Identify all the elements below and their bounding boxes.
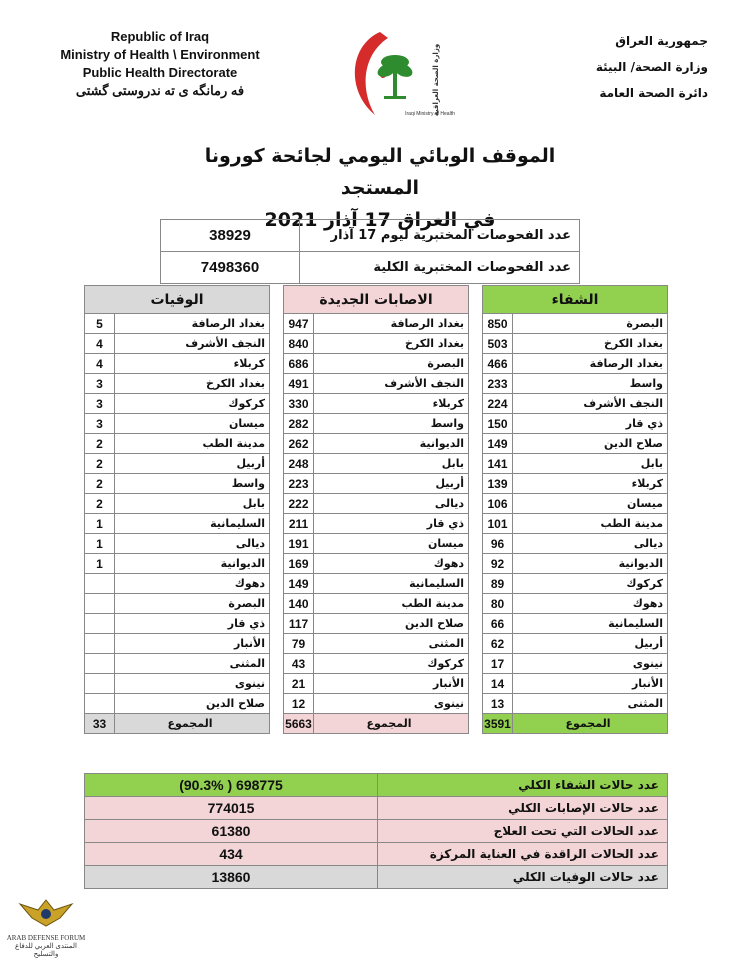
region-row: [483, 654, 668, 674]
header-right-line: جمهورية العراق: [615, 34, 708, 48]
region-value: 850: [483, 314, 513, 334]
national-total-row: [85, 774, 668, 797]
region-name: النجف الأشرف: [513, 394, 668, 414]
region-value: 140: [284, 594, 314, 614]
region-name: نينوى: [115, 674, 270, 694]
region-row: [85, 534, 270, 554]
region-name: أربيل: [314, 474, 469, 494]
region-value: [85, 694, 115, 714]
region-row: [85, 314, 270, 334]
region-value: 222: [284, 494, 314, 514]
region-row: [284, 694, 469, 714]
region-name: الديوانية: [314, 434, 469, 454]
title-line-2: في العراق 17 آذار 2021: [264, 209, 496, 231]
region-value: 1: [85, 554, 115, 574]
region-name: ديالى: [513, 534, 668, 554]
region-value: 96: [483, 534, 513, 554]
region-name: الديوانية: [115, 554, 270, 574]
new-cases-table: [283, 285, 469, 734]
region-value: 4: [85, 354, 115, 374]
region-value: 211: [284, 514, 314, 534]
region-value: 248: [284, 454, 314, 474]
region-value: [85, 654, 115, 674]
region-row: [483, 694, 668, 714]
region-name: السليمانية: [115, 514, 270, 534]
region-row: [284, 474, 469, 494]
region-row: [483, 514, 668, 534]
region-name: النجف الأشرف: [115, 334, 270, 354]
total-row: [483, 714, 668, 734]
region-value: 66: [483, 614, 513, 634]
national-total-value: 13860: [85, 866, 378, 889]
region-value: 139: [483, 474, 513, 494]
region-name: ذي قار: [513, 414, 668, 434]
region-name: بابل: [513, 454, 668, 474]
region-row: [85, 694, 270, 714]
region-value: 2: [85, 494, 115, 514]
region-row: [483, 354, 668, 374]
region-name: صلاح الدين: [314, 614, 469, 634]
national-total-label: عدد الحالات التي تحت العلاج: [378, 820, 668, 843]
region-name: بغداد الرصافة: [115, 314, 270, 334]
national-total-label: عدد الحالات الراقدة في العناية المركزة: [378, 843, 668, 866]
national-total-row: [85, 866, 668, 889]
region-row: [85, 474, 270, 494]
region-name: بابل: [115, 494, 270, 514]
region-row: [284, 434, 469, 454]
region-name: واسط: [314, 414, 469, 434]
region-value: 80: [483, 594, 513, 614]
region-name: بابل: [314, 454, 469, 474]
region-name: نينوى: [314, 694, 469, 714]
region-value: [85, 574, 115, 594]
region-value: 491: [284, 374, 314, 394]
total-value: 33: [85, 714, 115, 734]
region-name: المثنى: [115, 654, 270, 674]
deaths-header-row: [85, 286, 270, 314]
region-name: أربيل: [513, 634, 668, 654]
region-name: مدينة الطب: [314, 594, 469, 614]
header-right-line: وزارة الصحة/ البيئة: [595, 60, 708, 74]
region-row: [284, 454, 469, 474]
region-name: المثنى: [314, 634, 469, 654]
region-value: 13: [483, 694, 513, 714]
region-value: 2: [85, 434, 115, 454]
region-name: ميسان: [115, 414, 270, 434]
region-value: 106: [483, 494, 513, 514]
region-value: 141: [483, 454, 513, 474]
region-name: السليمانية: [314, 574, 469, 594]
region-value: 3: [85, 394, 115, 414]
region-row: [284, 674, 469, 694]
region-name: النجف الأشرف: [314, 374, 469, 394]
region-value: [85, 594, 115, 614]
region-row: [483, 414, 668, 434]
lab-tests-label: عدد الفحوصات المختبرية الكلية: [300, 252, 580, 284]
region-name: مدينة الطب: [115, 434, 270, 454]
region-name: صلاح الدين: [513, 434, 668, 454]
region-row: [85, 494, 270, 514]
region-row: [284, 494, 469, 514]
region-value: 149: [284, 574, 314, 594]
title-line-1: الموقف الوبائي اليومي لجائحة كورونا المستجد: [204, 145, 556, 199]
eagle-emblem-icon: [16, 896, 76, 930]
region-value: 262: [284, 434, 314, 454]
region-row: [284, 374, 469, 394]
national-total-label: عدد حالات الشفاء الكلي: [378, 774, 668, 797]
region-name: كركوك: [314, 654, 469, 674]
region-name: السليمانية: [513, 614, 668, 634]
region-name: الأنبار: [115, 634, 270, 654]
national-total-row: [85, 820, 668, 843]
lab-tests-row: [161, 252, 580, 284]
region-name: بغداد الكرخ: [314, 334, 469, 354]
region-value: 233: [483, 374, 513, 394]
region-name: كركوك: [115, 394, 270, 414]
region-row: [284, 394, 469, 414]
region-row: [483, 594, 668, 614]
region-row: [284, 334, 469, 354]
region-row: [284, 354, 469, 374]
header-left-line: Republic of Iraq: [110, 29, 210, 44]
region-value: 92: [483, 554, 513, 574]
region-name: ميسان: [513, 494, 668, 514]
region-value: 89: [483, 574, 513, 594]
header-left-line: Ministry of Health \ Environment: [60, 47, 260, 62]
region-value: 2: [85, 454, 115, 474]
region-row: [284, 314, 469, 334]
national-total-label: عدد حالات الإصابات الكلي: [378, 797, 668, 820]
region-row: [85, 374, 270, 394]
national-total-row: [85, 843, 668, 866]
region-row: [85, 634, 270, 654]
region-row: [483, 314, 668, 334]
header-left-line: فه رمانگه ی ته ندروستی گشتی: [75, 83, 245, 98]
region-name: بغداد الكرخ: [513, 334, 668, 354]
lab-tests-table: [160, 219, 580, 284]
region-row: [483, 574, 668, 594]
region-value: 503: [483, 334, 513, 354]
region-value: 223: [284, 474, 314, 494]
region-name: البصرة: [115, 594, 270, 614]
region-name: ذي قار: [115, 614, 270, 634]
lab-tests-row: [161, 220, 580, 252]
region-name: الأنبار: [314, 674, 469, 694]
recovery-header: الشفاء: [483, 286, 668, 314]
region-row: [483, 434, 668, 454]
region-value: 79: [284, 634, 314, 654]
region-name: صلاح الدين: [115, 694, 270, 714]
total-label: المجموع: [513, 714, 668, 734]
region-value: 947: [284, 314, 314, 334]
header-right-line: دائرة الصحة العامة: [599, 86, 708, 100]
recovery-table: [482, 285, 668, 734]
region-value: 1: [85, 514, 115, 534]
region-value: 5: [85, 314, 115, 334]
region-name: واسط: [513, 374, 668, 394]
region-row: [85, 454, 270, 474]
region-row: [284, 614, 469, 634]
region-value: 117: [284, 614, 314, 634]
region-row: [284, 594, 469, 614]
region-name: كربلاء: [115, 354, 270, 374]
region-row: [483, 374, 668, 394]
region-row: [85, 334, 270, 354]
watermark-line-1: ARAB DEFENSE FORUM: [6, 934, 86, 942]
region-name: بغداد الرصافة: [513, 354, 668, 374]
region-row: [483, 674, 668, 694]
region-value: 2: [85, 474, 115, 494]
region-row: [85, 354, 270, 374]
region-row: [483, 474, 668, 494]
national-total-row: [85, 797, 668, 820]
new-cases-header: الاصابات الجديدة: [284, 286, 469, 314]
region-value: 330: [284, 394, 314, 414]
region-value: 840: [284, 334, 314, 354]
total-label: المجموع: [314, 714, 469, 734]
region-row: [85, 674, 270, 694]
region-row: [483, 454, 668, 474]
logo-subcaption: Iraqi Ministry of Health: [405, 111, 455, 117]
region-name: ديالى: [314, 494, 469, 514]
national-total-value: 61380: [85, 820, 378, 843]
region-value: 1: [85, 534, 115, 554]
region-name: الديوانية: [513, 554, 668, 574]
region-value: 17: [483, 654, 513, 674]
region-name: بغداد الكرخ: [115, 374, 270, 394]
region-name: ديالى: [115, 534, 270, 554]
national-total-value: 774015: [85, 797, 378, 820]
region-name: دهوك: [115, 574, 270, 594]
region-name: كركوك: [513, 574, 668, 594]
region-value: 3: [85, 414, 115, 434]
total-row: [284, 714, 469, 734]
region-name: دهوك: [314, 554, 469, 574]
region-row: [85, 654, 270, 674]
region-row: [85, 514, 270, 534]
lab-tests-value: 7498360: [161, 252, 300, 284]
region-name: واسط: [115, 474, 270, 494]
region-name: دهوك: [513, 594, 668, 614]
region-value: 282: [284, 414, 314, 434]
region-row: [85, 614, 270, 634]
region-row: [284, 554, 469, 574]
region-value: 191: [284, 534, 314, 554]
deaths-header: الوفيات: [85, 286, 270, 314]
new-cases-header-row: [284, 286, 469, 314]
region-name: كربلاء: [314, 394, 469, 414]
ministry-logo: [340, 20, 470, 125]
region-row: [85, 574, 270, 594]
region-name: ذي قار: [314, 514, 469, 534]
region-value: 101: [483, 514, 513, 534]
region-row: [483, 394, 668, 414]
region-name: أربيل: [115, 454, 270, 474]
region-value: 686: [284, 354, 314, 374]
header-right-block: [548, 28, 708, 106]
header-left-line: Public Health Directorate: [82, 65, 238, 80]
region-value: 224: [483, 394, 513, 414]
region-row: [483, 554, 668, 574]
deaths-table: [84, 285, 270, 734]
region-value: 466: [483, 354, 513, 374]
region-row: [284, 514, 469, 534]
region-row: [85, 594, 270, 614]
national-total-value: 434: [85, 843, 378, 866]
region-value: [85, 634, 115, 654]
region-value: [85, 614, 115, 634]
region-row: [284, 634, 469, 654]
region-name: المثنى: [513, 694, 668, 714]
region-value: 14: [483, 674, 513, 694]
region-value: 149: [483, 434, 513, 454]
region-row: [284, 654, 469, 674]
logo-caption: وزارة الصحة العراقية: [432, 43, 440, 117]
region-value: 150: [483, 414, 513, 434]
region-row: [483, 634, 668, 654]
region-row: [284, 574, 469, 594]
region-name: ميسان: [314, 534, 469, 554]
national-total-value: 698775 ( 90.3%): [85, 774, 378, 797]
region-row: [284, 414, 469, 434]
region-value: 12: [284, 694, 314, 714]
region-name: كربلاء: [513, 474, 668, 494]
region-row: [483, 534, 668, 554]
national-totals-table: [84, 773, 668, 889]
region-value: [85, 674, 115, 694]
region-value: 62: [483, 634, 513, 654]
arab-defense-forum-watermark: [6, 896, 86, 958]
region-value: 21: [284, 674, 314, 694]
region-row: [483, 494, 668, 514]
lab-tests-value: 38929: [161, 220, 300, 252]
lab-tests-label: عدد الفحوصات المختبرية ليوم 17 آذار: [300, 220, 580, 252]
national-total-label: عدد حالات الوفيات الكلي: [378, 866, 668, 889]
watermark-line-2: المنتدى العربي للدفاع والتسليح: [15, 942, 77, 958]
region-name: البصرة: [513, 314, 668, 334]
region-row: [284, 534, 469, 554]
total-label: المجموع: [115, 714, 270, 734]
region-name: مدينة الطب: [513, 514, 668, 534]
region-row: [483, 334, 668, 354]
region-name: الأنبار: [513, 674, 668, 694]
total-value: 5663: [284, 714, 314, 734]
region-name: نينوى: [513, 654, 668, 674]
recovery-header-row: [483, 286, 668, 314]
total-row: [85, 714, 270, 734]
region-row: [483, 614, 668, 634]
total-value: 3591: [483, 714, 513, 734]
region-name: بغداد الرصافة: [314, 314, 469, 334]
region-row: [85, 394, 270, 414]
region-name: البصرة: [314, 354, 469, 374]
region-value: 4: [85, 334, 115, 354]
region-row: [85, 554, 270, 574]
region-value: 169: [284, 554, 314, 574]
region-value: 43: [284, 654, 314, 674]
header-left-block: [40, 28, 280, 100]
region-value: 3: [85, 374, 115, 394]
region-row: [85, 414, 270, 434]
region-row: [85, 434, 270, 454]
